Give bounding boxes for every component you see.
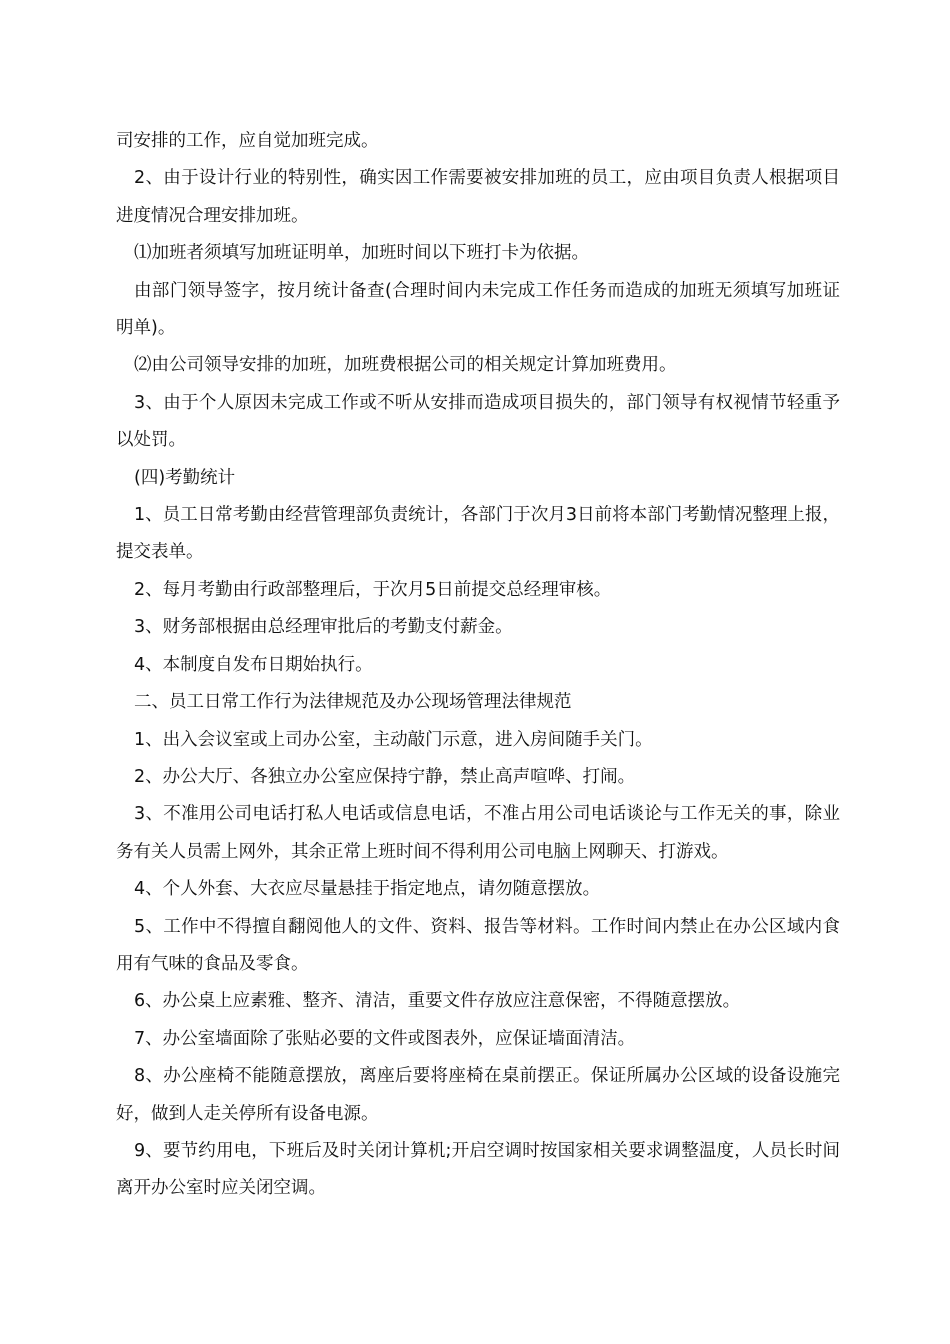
paragraph-overtime-signature: 由部门领导签字，按月统计备查(合理时间内未完成工作任务而造成的加班无须填写加班证明单)。 (116, 280, 840, 339)
paragraph-conduct-2: 2、办公大厅、各独立办公室应保持宁静，禁止高声喧哗、打闹。 (134, 766, 636, 787)
section-heading-conduct: 二、员工日常工作行为法律规范及办公现场管理法律规范 (134, 692, 572, 713)
document-body (116, 123, 840, 1208)
paragraph-attendance-4: 4、本制度自发布日期始执行。 (134, 654, 373, 675)
paragraph-continuation: 司安排的工作，应自觉加班完成。 (116, 131, 379, 151)
paragraph-conduct-4: 4、个人外套、大衣应尽量悬挂于指定地点，请勿随意摆放。 (134, 879, 601, 900)
paragraph-overtime-2: 2、由于设计行业的特别性，确实因工作需要被安排加班的员工，应由项目负责人根据项目进度情况合理安排加班。 (116, 168, 840, 226)
paragraph-overtime-3: 3、由于个人原因未完成工作或不听从安排而造成项目损失的，部门领导有权视情节轻重予以处罚。 (116, 392, 840, 451)
paragraph-conduct-1: 1、出入会议室或上司办公室，主动敲门示意，进入房间随手关门。 (134, 729, 653, 750)
paragraph-overtime-2-2: ⑵由公司领导安排的加班，加班费根据公司的相关规定计算加班费用。 (134, 355, 677, 376)
paragraph-conduct-5: 5、工作中不得擅自翻阅他人的文件、资料、报告等材料。工作时间内禁止在办公区域内食用有气味的食品及零食。 (116, 916, 840, 974)
paragraph-conduct-7: 7、办公室墙面除了张贴必要的文件或图表外，应保证墙面清洁。 (134, 1028, 636, 1049)
paragraph-conduct-8: 8、办公座椅不能随意摆放，离座后要将座椅在桌前摆正。保证所属办公区域的设备设施完好，做到人走关停所有设备电源。 (116, 1066, 840, 1124)
section-heading-attendance: (四)考勤统计 (134, 467, 236, 488)
paragraph-attendance-3: 3、财务部根据由总经理审批后的考勤支付薪金。 (134, 617, 513, 638)
paragraph-conduct-6: 6、办公桌上应素雅、整齐、清洁，重要文件存放应注意保密，不得随意摆放。 (134, 991, 741, 1012)
paragraph-attendance-1: 1、员工日常考勤由经营管理部负责统计，各部门于次月3日前将本部门考勤情况整理上报，提交表单。 (116, 505, 840, 563)
paragraph-conduct-3: 3、不准用公司电话打私人电话或信息电话，不准占用公司电话谈论与工作无关的事，除业务有关人员需上网外，其余正常上班时间不得利用公司电脑上网聊天、打游戏。 (116, 804, 840, 862)
paragraph-overtime-2-1: ⑴加班者须填写加班证明单，加班时间以下班打卡为依据。 (134, 243, 589, 264)
paragraph-conduct-9: 9、要节约用电，下班后及时关闭计算机;开启空调时按国家相关要求调整温度，人员长时间离开办公室时应关闭空调。 (116, 1140, 840, 1199)
paragraph-attendance-2: 2、每月考勤由行政部整理后，于次月5日前提交总经理审核。 (134, 579, 612, 600)
